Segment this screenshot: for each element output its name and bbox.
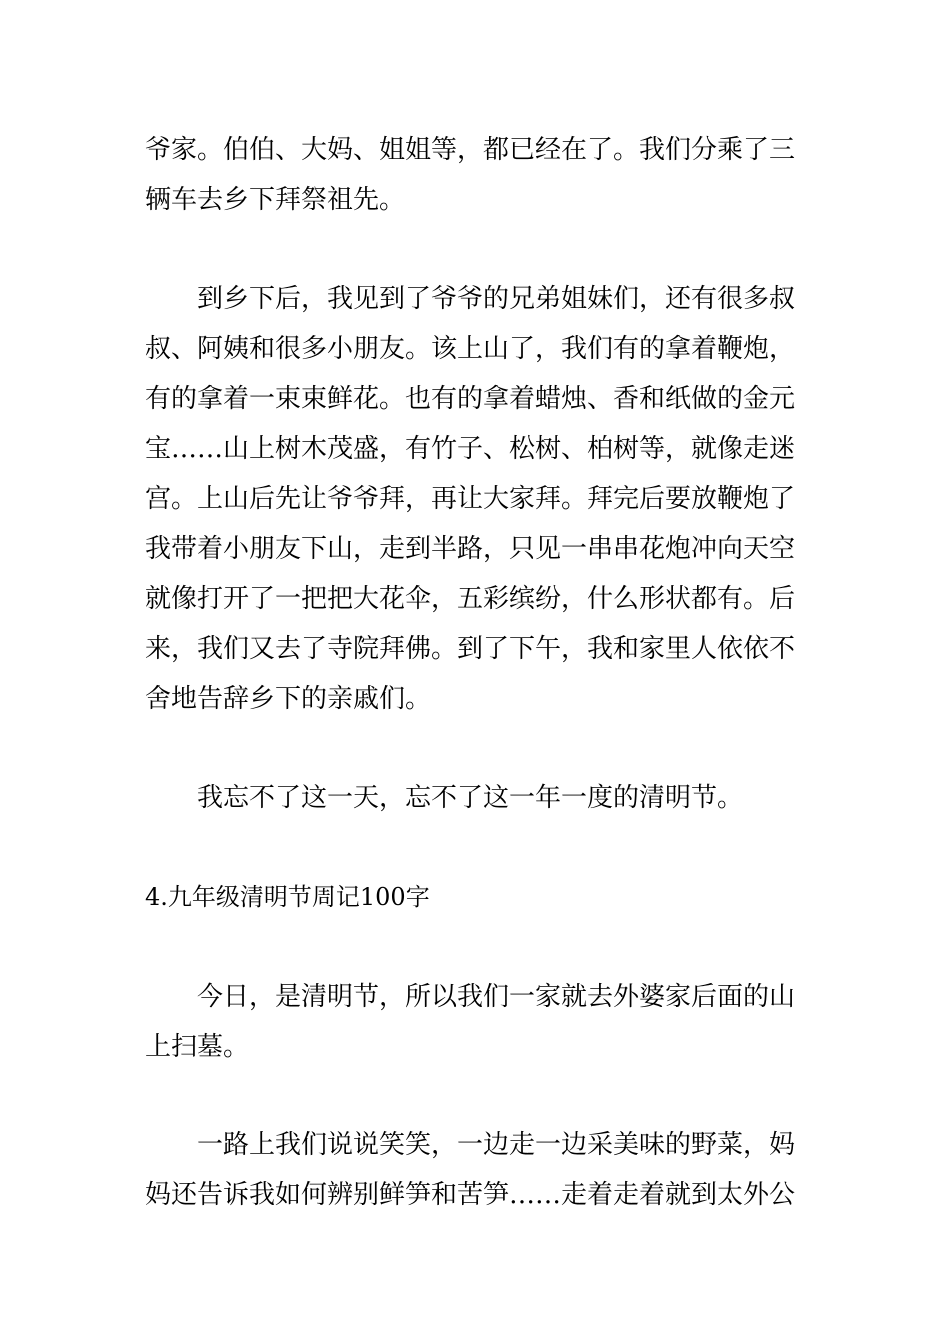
- section-heading: 4.九年级清明节周记100字: [145, 883, 430, 911]
- paragraph-line: 叔、阿姨和很多小朋友。该上山了，我们有的拿着鞭炮，: [145, 334, 796, 364]
- paragraph-line: 有的拿着一束束鲜花。也有的拿着蜡烛、香和纸做的金元: [145, 384, 796, 414]
- paragraph-line: 一路上我们说说笑笑，一边走一边采美味的野菜，妈: [145, 1130, 796, 1160]
- paragraph-line: 宫。上山后先让爷爷拜，再让大家拜。拜完后要放鞭炮了: [145, 484, 796, 514]
- paragraph-line: 今日，是清明节，所以我们一家就去外婆家后面的山: [145, 982, 796, 1012]
- paragraph-line: 我带着小朋友下山，走到半路，只见一串串花炮冲向天空: [145, 534, 796, 564]
- paragraph-line: 就像打开了一把把大花伞，五彩缤纷，什么形状都有。后: [145, 584, 796, 614]
- paragraph-line: 舍地告辞乡下的亲戚们。: [145, 684, 432, 714]
- paragraph-line: 来，我们又去了寺院拜佛。到了下午，我和家里人依依不: [145, 634, 796, 664]
- paragraph-line: 到乡下后，我见到了爷爷的兄弟姐妹们，还有很多叔: [145, 284, 796, 314]
- paragraph-line: 上扫墓。: [145, 1032, 250, 1062]
- paragraph-line: 爷家。伯伯、大妈、姐姐等，都已经在了。我们分乘了三: [145, 135, 796, 165]
- paragraph-line: 宝……山上树木茂盛，有竹子、松树、柏树等，就像走迷: [145, 434, 796, 464]
- paragraph-line: 辆车去乡下拜祭祖先。: [145, 185, 406, 215]
- paragraph-line: 我忘不了这一天，忘不了这一年一度的清明节。: [145, 783, 744, 813]
- paragraph-line: 妈还告诉我如何辨别鲜笋和苦笋……走着走着就到太外公: [145, 1180, 796, 1210]
